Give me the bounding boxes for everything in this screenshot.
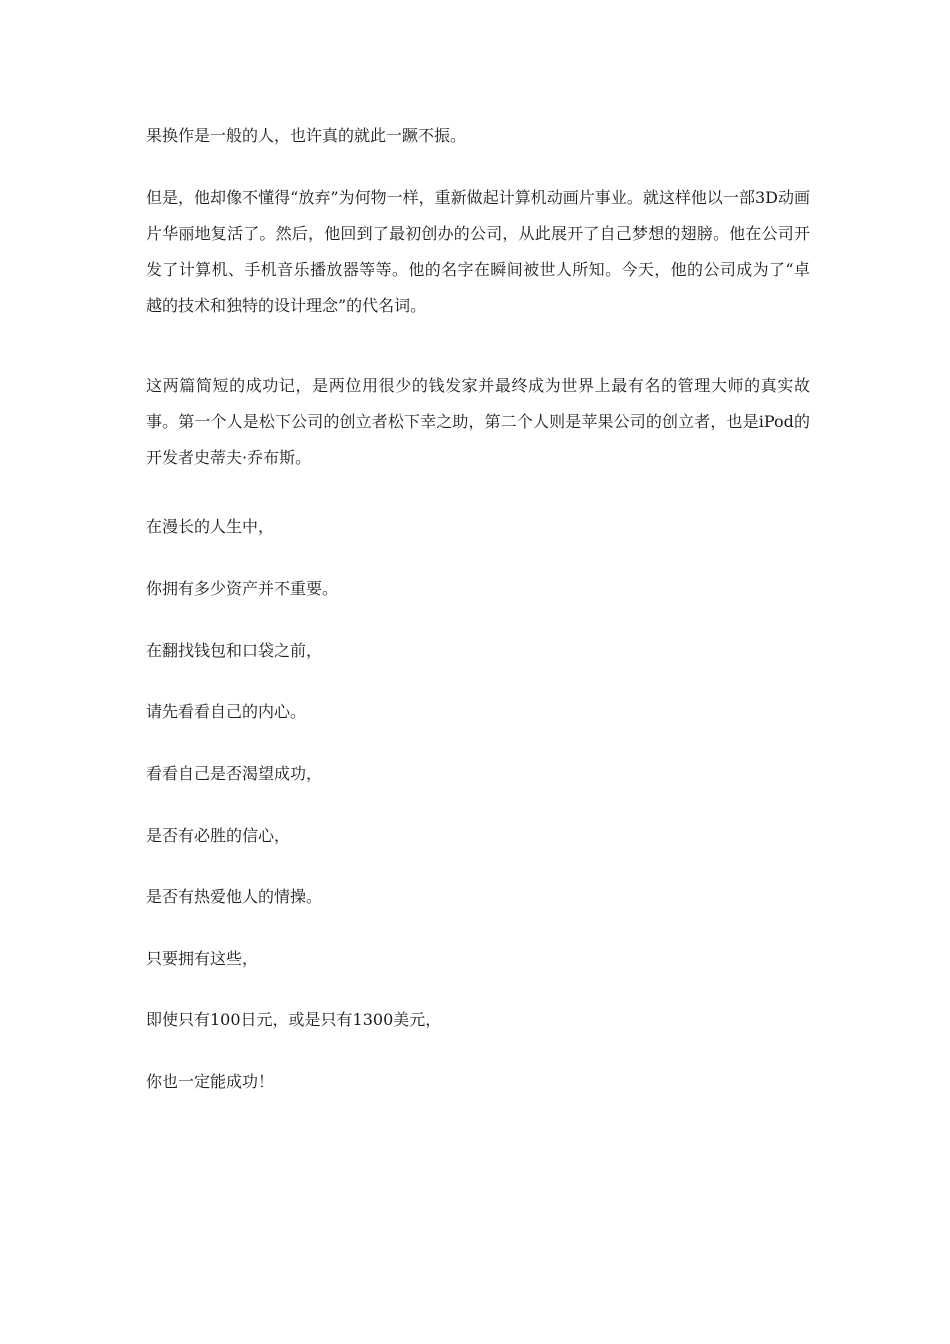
poem-line-6: 是否有必胜的信心， — [146, 826, 291, 845]
poem-line-7: 是否有热爱他人的情操。 — [146, 887, 323, 906]
poem-line-2: 你拥有多少资产并不重要。 — [146, 579, 339, 598]
poem-line-10: 你也一定能成功！ — [146, 1072, 275, 1091]
poem-line-9: 即使只有100日元，或是只有1300美元， — [146, 1010, 442, 1029]
paragraph-intro: 果换作是一般的人，也许真的就此一蹶不振。 — [146, 126, 467, 145]
paragraph-story: 但是，他却像不懂得“放弃”为何物一样，重新做起计算机动画片事业。就这样他以一部3D动画片华丽地复活了。然后，他回到了最初创办的公司，从此展开了自己梦想的翅膀。他在公司开发了计算机、手机音乐播放器等等。他的名字在瞬间被世人所知。今天，他的公司成为了“卓越的技术和独特的设计理念”的代名词。 — [146, 188, 810, 315]
poem-line-1: 在漫长的人生中， — [146, 517, 275, 536]
poem-line-3: 在翻找钱包和口袋之前， — [146, 641, 323, 660]
paragraph-summary: 这两篇简短的成功记，是两位用很少的钱发家并最终成为世界上最有名的管理大师的真实故事。第一个人是松下公司的创立者松下幸之助，第二个人则是苹果公司的创立者，也是iPod的开发者史蒂夫·乔布斯。 — [146, 376, 810, 467]
poem-line-8: 只要拥有这些， — [146, 949, 259, 968]
poem-line-4: 请先看看自己的内心。 — [146, 702, 307, 721]
poem-line-5: 看看自己是否渴望成功， — [146, 764, 323, 783]
